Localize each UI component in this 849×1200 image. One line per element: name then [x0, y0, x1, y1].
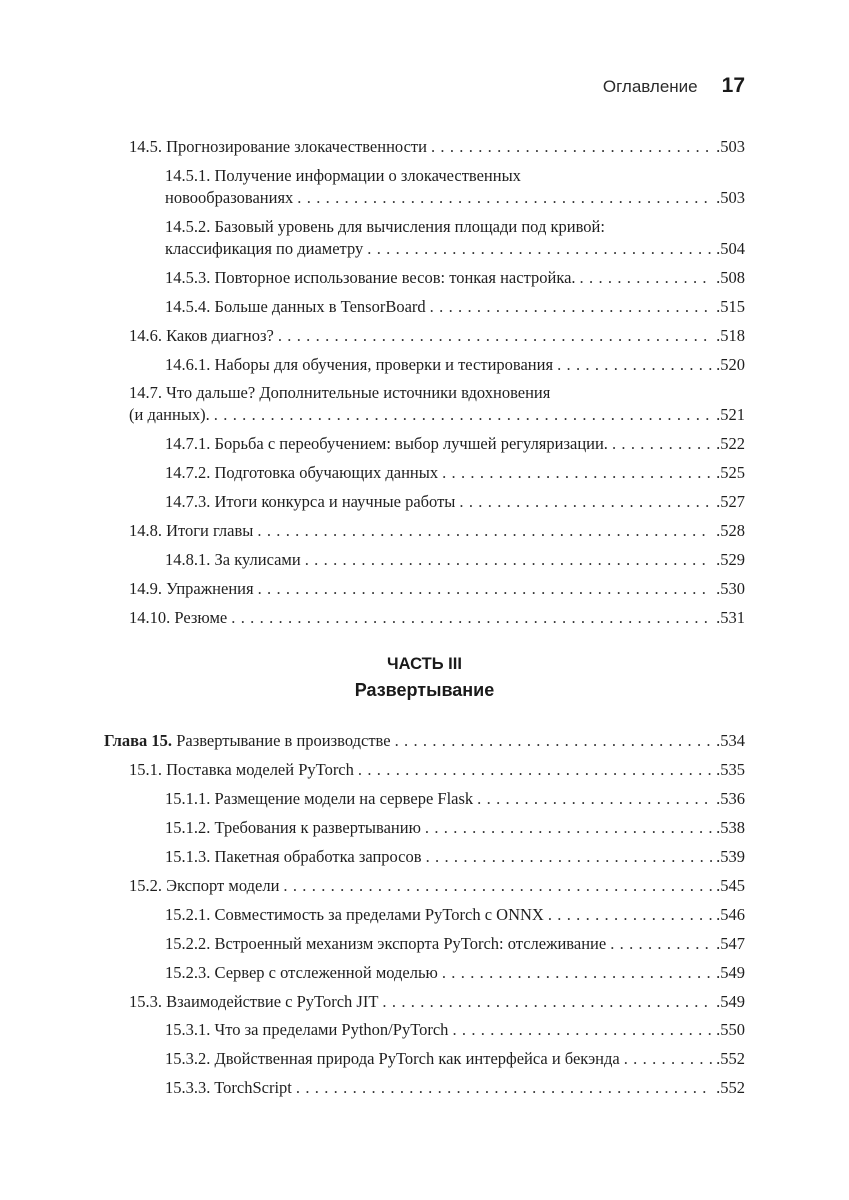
toc-entry[interactable]	[165, 788, 745, 810]
toc-entry[interactable]	[165, 933, 745, 955]
toc-entry-title-line1: 14.7. Что дальше? Дополнительные источники вдохновения	[129, 383, 551, 402]
toc-entry-page: .546	[716, 905, 745, 924]
dot-leader	[452, 1019, 712, 1041]
toc-entry-page: .534	[716, 731, 745, 750]
toc-entry[interactable]	[129, 404, 745, 426]
toc-entry[interactable]	[165, 354, 745, 376]
dot-leader	[430, 296, 712, 318]
chapter-title: Развертывание в производстве	[172, 731, 391, 750]
dot-leader	[283, 875, 712, 897]
toc-entry-title: 14.5.4. Больше данных в TensorBoard	[165, 297, 426, 316]
toc-entry-page: .504	[716, 239, 745, 258]
toc-entry[interactable]	[165, 549, 745, 571]
dot-leader	[297, 187, 712, 209]
dot-leader	[296, 1077, 712, 1099]
toc-entry-title-line1: 14.5.2. Базовый уровень для вычисления площади под кривой:	[165, 217, 605, 236]
dot-leader	[214, 404, 712, 426]
toc-entry-title: 14.7.3. Итоги конкурса и научные работы	[165, 492, 456, 511]
toc-entry[interactable]	[165, 238, 745, 260]
toc-chapter-entry[interactable]	[104, 730, 745, 752]
dot-leader	[382, 991, 712, 1013]
toc-entry[interactable]	[165, 1048, 745, 1070]
toc-entry[interactable]	[165, 187, 745, 209]
dot-leader	[442, 462, 712, 484]
dot-leader	[367, 238, 712, 260]
toc-entry[interactable]	[129, 578, 745, 600]
dot-leader	[257, 520, 712, 542]
dot-leader	[431, 136, 712, 158]
dot-leader	[231, 607, 712, 629]
toc-entry-title: 15.2.1. Совместимость за пределами PyTorch с ONNX	[165, 905, 544, 924]
part-title: Развертывание	[354, 680, 495, 700]
toc-entry[interactable]	[165, 491, 745, 513]
toc-entry-page: .528	[716, 521, 745, 540]
dot-leader	[358, 759, 712, 781]
toc-entry-page: .552	[716, 1049, 745, 1068]
toc-entry[interactable]	[129, 607, 745, 629]
header-title: Оглавление	[602, 77, 698, 96]
toc-entry-title: 14.8.1. За кулисами	[165, 550, 301, 569]
toc-entry[interactable]	[165, 433, 745, 455]
toc-entry-page: .538	[716, 818, 745, 837]
toc-entry-page: .515	[716, 297, 745, 316]
toc-entry-page: .508	[716, 268, 745, 287]
toc-entry-page: .522	[716, 434, 745, 453]
dot-leader	[580, 267, 713, 289]
toc-entry-title: 14.10. Резюме	[129, 608, 228, 627]
dot-leader	[442, 962, 712, 984]
toc-entry-page: .527	[716, 492, 745, 511]
toc-entry-page: .539	[716, 847, 745, 866]
toc-entry-page: .529	[716, 550, 745, 569]
toc-entry-title: 15.3.3. TorchScript	[165, 1078, 292, 1097]
toc-entry-title: 14.5. Прогнозирование злокачественности	[129, 137, 427, 156]
dot-leader	[305, 549, 712, 571]
dot-leader	[477, 788, 712, 810]
toc-entry-title: 15.1. Поставка моделей PyTorch	[129, 760, 354, 779]
toc-entry[interactable]	[129, 325, 745, 347]
toc-entry-title: 15.1.1. Размещение модели на сервере Flask	[165, 789, 474, 808]
running-header	[603, 74, 745, 98]
toc-entry-title: 15.2. Экспорт модели	[129, 876, 280, 895]
toc-entry[interactable]	[129, 136, 745, 158]
toc-entry-page: .531	[716, 608, 745, 627]
toc-entry-title: 14.7.1. Борьба с переобучением: выбор лучшей регуляризации.	[165, 434, 608, 453]
part-label: ЧАСТЬ III	[387, 655, 462, 673]
dot-leader	[557, 354, 712, 376]
toc-entry-page: .549	[716, 963, 745, 982]
toc-entry[interactable]	[165, 962, 745, 984]
dot-leader	[425, 817, 712, 839]
dot-leader	[610, 933, 712, 955]
toc-entry-title: 15.2.3. Сервер с отслеженной моделью	[165, 963, 438, 982]
dot-leader	[278, 325, 712, 347]
toc-entry-page: .550	[716, 1020, 745, 1039]
toc-entry-page: .545	[716, 876, 745, 895]
toc-entry-title: 15.3.2. Двойственная природа PyTorch как интерфейса и бекэнда	[165, 1049, 620, 1068]
toc-entry[interactable]	[165, 462, 745, 484]
chapter-label: Глава 15.	[104, 731, 173, 750]
toc-entry-page: .518	[716, 326, 745, 345]
toc-entry-title: 14.6.1. Наборы для обучения, проверки и тестирования	[165, 355, 554, 374]
dot-leader	[612, 433, 712, 455]
toc-entry-page: .549	[716, 992, 745, 1011]
dot-leader	[459, 491, 712, 513]
toc-entry[interactable]	[129, 520, 745, 542]
toc-entry-title: 15.2.2. Встроенный механизм экспорта PyTorch: отслеживание	[165, 934, 607, 953]
toc-entry-page: .503	[716, 137, 745, 156]
toc-entry-title: 14.9. Упражнения	[129, 579, 254, 598]
toc-entry-title: 14.6. Каков диагноз?	[129, 326, 274, 345]
dot-leader	[624, 1048, 712, 1070]
toc-entry[interactable]	[165, 1019, 745, 1041]
toc-entry-page: .520	[716, 355, 745, 374]
toc-entry[interactable]	[165, 267, 745, 289]
toc-entry-page: .552	[716, 1078, 745, 1097]
toc-entry[interactable]	[129, 759, 745, 781]
toc-entry-title: классификация по диаметру	[165, 239, 364, 258]
toc-entry[interactable]	[129, 991, 745, 1013]
page-number: 17	[721, 74, 745, 97]
toc-entry-page: .547	[716, 934, 745, 953]
toc-entry-title: 14.8. Итоги главы	[129, 521, 254, 540]
toc-entry-page: .536	[716, 789, 745, 808]
toc-entry-title: (и данных).	[129, 405, 210, 424]
toc-entry-title: 15.3.1. Что за пределами Python/PyTorch	[165, 1020, 449, 1039]
toc-entry-title: 14.7.2. Подготовка обучающих данных	[165, 463, 439, 482]
dot-leader	[395, 730, 713, 752]
toc-entry-title: 15.3. Взаимодействие с PyTorch JIT	[129, 992, 379, 1011]
dot-leader	[426, 846, 713, 868]
toc-entry[interactable]	[129, 875, 745, 897]
toc-entry-page: .525	[716, 463, 745, 482]
toc-entry-title	[104, 730, 391, 752]
toc-entry-page: .530	[716, 579, 745, 598]
toc-entry[interactable]	[165, 817, 745, 839]
toc-entry[interactable]	[165, 1077, 745, 1099]
toc-entry-page: .535	[716, 760, 745, 779]
toc-entry[interactable]	[165, 296, 745, 318]
dot-leader	[548, 904, 712, 926]
toc-entry-page: .521	[716, 405, 745, 424]
dot-leader	[258, 578, 713, 600]
toc-entry[interactable]	[165, 904, 745, 926]
toc-entry-title-line1: 14.5.1. Получение информации о злокачественных	[165, 166, 521, 185]
toc-entry[interactable]	[165, 846, 745, 868]
toc-entry-title: новообразованиях	[165, 188, 294, 207]
toc-entry-page: .503	[716, 188, 745, 207]
toc-entry-title: 14.5.3. Повторное использование весов: тонкая настройка.	[165, 268, 576, 287]
toc-entry-title: 15.1.3. Пакетная обработка запросов	[165, 847, 422, 866]
toc-entry-title: 15.1.2. Требования к развертыванию	[165, 818, 421, 837]
